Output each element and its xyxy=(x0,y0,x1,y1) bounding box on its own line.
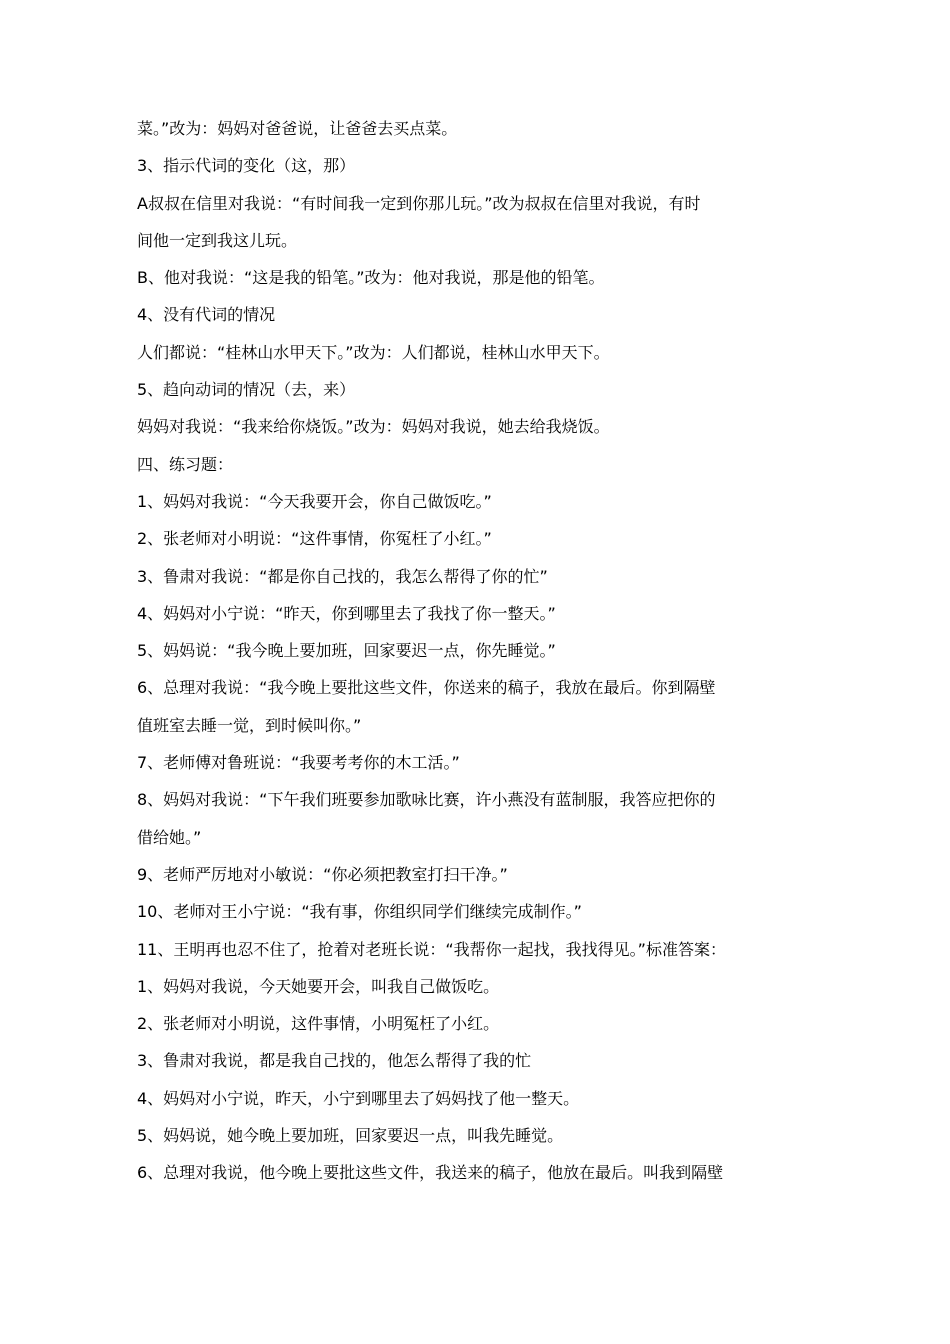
exercise-item: 8、妈妈对我说：“下午我们班要参加歌咏比赛，许小燕没有蓝制服，我答应把你的 xyxy=(137,790,716,810)
exercise-item: 2、张老师对小明说：“这件事情，你冤枉了小红。” xyxy=(137,529,492,549)
text-line: 妈妈对我说：“我来给你烧饭。”改为：妈妈对我说，她去给我烧饭。 xyxy=(137,417,610,437)
section-heading: 3、指示代词的变化（这，那） xyxy=(137,156,356,176)
answer-item: 5、妈妈说，她今晚上要加班，回家要迟一点，叫我先睡觉。 xyxy=(137,1126,564,1146)
text-line: 间他一定到我这儿玩。 xyxy=(137,230,298,250)
answer-item: 3、鲁肃对我说，都是我自己找的，他怎么帮得了我的忙 xyxy=(137,1051,532,1071)
exercise-item: 7、老师傅对鲁班说：“我要考考你的木工活。” xyxy=(137,753,460,773)
section-heading: 四、练习题： xyxy=(137,454,234,474)
answer-item: 1、妈妈对我说，今天她要开会，叫我自己做饭吃。 xyxy=(137,976,500,996)
answer-item: 2、张老师对小明说，这件事情，小明冤枉了小红。 xyxy=(137,1014,500,1034)
text-line: 菜。”改为：妈妈对爸爸说，让爸爸去买点菜。 xyxy=(137,119,458,138)
exercise-item: 9、老师严厉地对小敏说：“你必须把教室打扫干净。” xyxy=(137,864,508,884)
exercise-item: 10、老师对王小宁说：“我有事，你组织同学们继续完成制作。” xyxy=(137,902,582,922)
exercise-item: 值班室去睡一觉，到时候叫你。” xyxy=(137,715,362,735)
document-page xyxy=(137,110,817,1192)
exercise-item: 借给她。” xyxy=(137,827,202,847)
exercise-item: 6、总理对我说：“我今晚上要批这些文件，你送来的稿子，我放在最后。你到隔壁 xyxy=(137,678,716,698)
section-heading: 4、没有代词的情况 xyxy=(137,305,276,325)
answer-item: 4、妈妈对小宁说，昨天，小宁到哪里去了妈妈找了他一整天。 xyxy=(137,1088,580,1108)
text-line: 人们都说：“桂林山水甲天下。”改为：人们都说，桂林山水甲天下。 xyxy=(137,342,610,362)
text-line: B、他对我说：“这是我的铅笔。”改为：他对我说，那是他的铅笔。 xyxy=(137,268,605,288)
section-heading: 5、趋向动词的情况（去，来） xyxy=(137,380,356,400)
answer-item: 6、总理对我说，他今晚上要批这些文件，我送来的稿子，他放在最后。叫我到隔壁 xyxy=(137,1163,724,1183)
text-line: A叔叔在信里对我说：“有时间我一定到你那儿玩。”改为叔叔在信里对我说，有时 xyxy=(137,193,701,213)
exercise-item: 1、妈妈对我说：“今天我要开会，你自己做饭吃。” xyxy=(137,491,492,511)
exercise-item: 3、鲁肃对我说：“都是你自己找的，我怎么帮得了你的忙” xyxy=(137,566,548,586)
exercise-item: 5、妈妈说：“我今晚上要加班，回家要迟一点，你先睡觉。” xyxy=(137,641,556,661)
exercise-item: 4、妈妈对小宁说：“昨天，你到哪里去了我找了你一整天。” xyxy=(137,603,556,623)
exercise-item: 11、王明再也忍不住了，抢着对老班长说：“我帮你一起找，我找得见。”标准答案： xyxy=(137,939,726,959)
